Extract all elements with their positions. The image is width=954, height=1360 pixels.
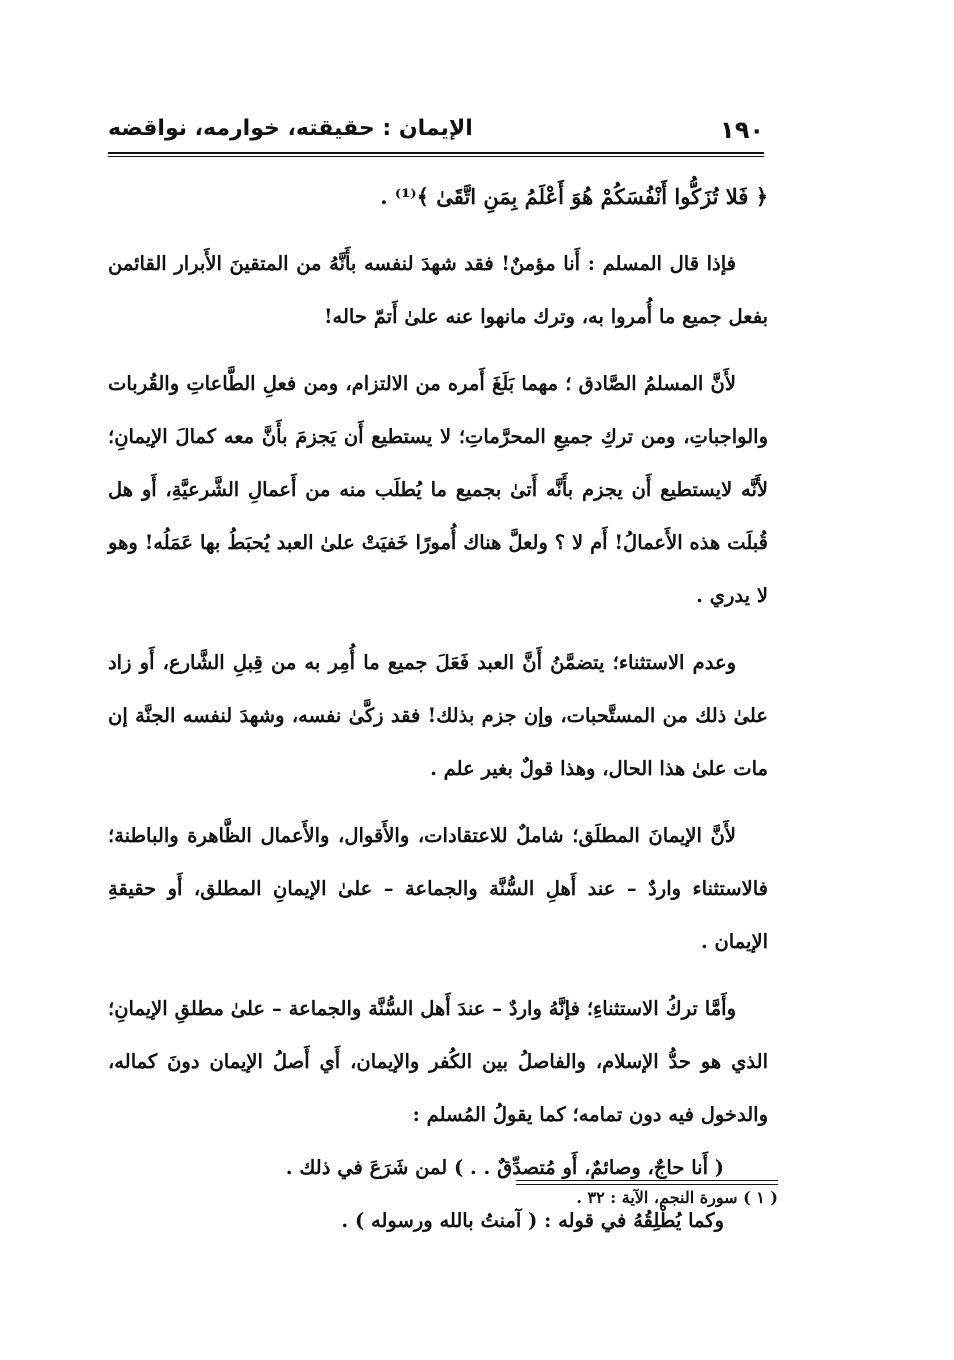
- footnote: ( ١ ) سورة النجم، الآية : ٣٢ .: [576, 1188, 778, 1207]
- quote-line-1: ( أَنا حاجٌ، وصائمٌ، أَو مُتصدِّقٌ . . ) لمن شَرَعَ في ذلك .: [285, 1156, 724, 1179]
- paragraph-3: وعدم الاستثناء؛ يتضمَّنُ أَنَّ العبد فَعَلَ جميع ما أُمِر به من قِبلِ الشَّارع، أَو زاد علىٰ ذلك من المستَّحبات، وإن جزم بذلك! فقد زكَّىٰ نفسه، وشهدَ لنفسه الجنَّة إن مات علىٰ هذا الحال، وهذا قولٌ بغير علم .: [108, 651, 768, 780]
- page-header: [108, 112, 764, 156]
- header-rule: [108, 152, 764, 154]
- paragraph-1: فإذا قال المسلم : أَنا مؤمنٌ! فقد شهدَ لنفسه بأَنَّهُ من المتقينَ الأَبرار القائمن بفعل جميع ما أُمروا به، وترك مانهوا عنه علىٰ أَتمّ حاله!: [108, 252, 768, 328]
- footnote-separator: [516, 1180, 778, 1181]
- paragraph-4: لأَنَّ الإيمانَ المطلَق؛ شاملٌ للاعتقادات، والأَقوال، والأَعمال الظَّاهرة والباطنة؛ فالاستثناء واردٌ – عند أَهلِ السُّنَّة والجماعة – علىٰ الإيمانِ المطلق، أَو حقيقةِ الإيمان .: [108, 824, 768, 953]
- main-text: [108, 170, 768, 1247]
- paragraph-2: لأَنَّ المسلمُ الصَّادق ؛ مهما بَلَغَ أَمره من الالتزام، ومن فعلِ الطَّاعاتِ والقُربات والواجباتِ، ومن تركِ جميعِ المحرَّماتِ؛ لا يستطيع أَن يَجزمَ بأَنَّ معه كمالَ الإيمانِ؛ لأَنَّه لايستطيع أَن يجزم بأَنَّه أَتىٰ بجميع ما يُطلَب منه من أَعمالِ الشَّرعيَّةِ، أَو هل قُبلَت هذه الأَعمالُ! أَم لا ؟ ولعلَّ هناك أُمورًا خَفيَتْ علىٰ العبد يُحبَطُ بها عَمَلُه! وهو لا يدري .: [108, 372, 768, 607]
- quran-verse: ﴿ فَلا تُزَكُّوا أَنْفُسَكُمْ هُوَ أَعْلَمُ بِمَنِ اتَّقَىٰ ﴾⁽¹⁾ .: [380, 184, 768, 209]
- header-rule-thin: [108, 156, 764, 157]
- running-title: الإيمان : حقيقته، خوارمه، نواقضه: [108, 116, 473, 141]
- paragraph-5: وأَمَّا تركُ الاستثناءِ؛ فإنَّهُ واردٌ – عندَ أَهل السُّنَّة والجماعة – علىٰ مطلقِ الإيمانِ؛ الذي هو حدُّ الإسلام، والفاصلُ بين الكُفر والإيمان، أَي أَصلُ الإيمان دونَ كماله، والدخول فيه دون تمامه؛ كما يقولُ المُسلم :: [108, 997, 768, 1126]
- page-number: ١٩٠: [720, 116, 764, 144]
- quote-line-2: وكما يُطْلِقُهُ في قوله : ( آمنتُ بالله ورسوله ) .: [341, 1209, 724, 1232]
- footnote-separator-thin: [516, 1184, 778, 1185]
